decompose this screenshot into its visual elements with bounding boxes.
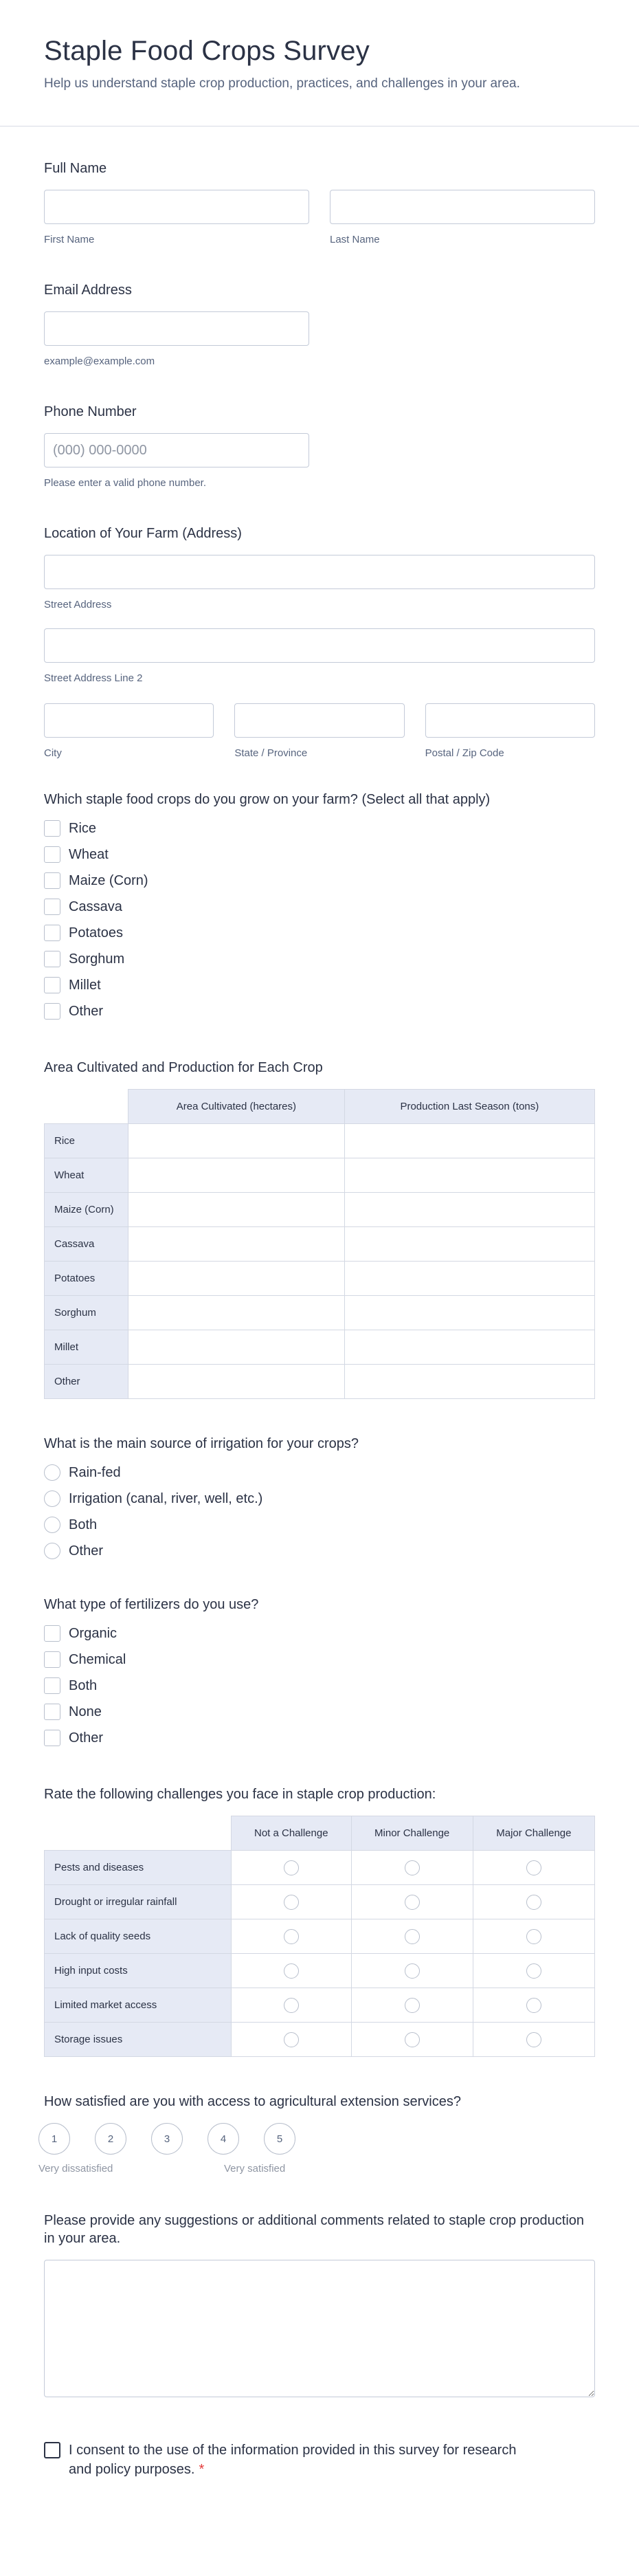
crop-option-label: Rice [69, 820, 97, 836]
checkbox[interactable] [44, 1651, 60, 1668]
production-cell-input[interactable] [344, 1330, 594, 1365]
table-row [45, 1330, 595, 1365]
fertilizers-label: What type of fertilizers do you use? [44, 1597, 259, 1612]
fertilizer-option[interactable] [44, 1699, 595, 1725]
fertilizer-option-label: Both [69, 1677, 98, 1693]
checkbox[interactable] [44, 951, 60, 967]
radio-button[interactable] [44, 1464, 60, 1481]
scale-option-3[interactable]: 3 [151, 2123, 183, 2155]
production-cell-input[interactable] [344, 1193, 594, 1227]
area-cell-input[interactable] [128, 1296, 345, 1330]
radio-button[interactable] [284, 1860, 299, 1875]
challenges-label: Rate the following challenges you face in staple crop production: [44, 1787, 436, 1802]
satisfaction-scale [38, 2123, 595, 2155]
irrigation-option-label: Rain-fed [69, 1464, 121, 1480]
radio-button[interactable] [405, 1929, 420, 1944]
scale-option-4[interactable]: 4 [208, 2123, 239, 2155]
radio-button[interactable] [284, 1963, 299, 1979]
irrigation-option[interactable] [44, 1512, 595, 1538]
scale-high-label: Very satisfied [224, 2163, 286, 2175]
phone-field [44, 403, 595, 489]
crop-option-label: Sorghum [69, 951, 125, 967]
area-production-label: Area Cultivated and Production for Each Crop [44, 1060, 323, 1075]
crop-option[interactable] [44, 946, 595, 972]
zip-sublabel: Postal / Zip Code [425, 747, 504, 759]
production-cell-input[interactable] [344, 1296, 594, 1330]
irrigation-option[interactable] [44, 1486, 595, 1512]
full-name-label: Full Name [44, 161, 107, 176]
consent-checkbox-row[interactable] [44, 2441, 595, 2479]
street-address-sublabel: Street Address [44, 599, 112, 610]
scale-low-label: Very dissatisfied [38, 2163, 113, 2175]
irrigation-option-label: Other [69, 1543, 104, 1559]
fertilizer-option-label: Organic [69, 1625, 117, 1641]
column-header: Not a Challenge [232, 1816, 352, 1851]
crop-option[interactable] [44, 920, 595, 946]
city-sublabel: City [44, 747, 62, 759]
fertilizer-option-label: Other [69, 1730, 104, 1746]
scale-option-1[interactable]: 1 [38, 2123, 70, 2155]
crop-option[interactable] [44, 815, 595, 841]
table-row [45, 1885, 595, 1919]
state-input[interactable] [234, 703, 404, 738]
row-header: Potatoes [45, 1262, 128, 1296]
radio-button[interactable] [526, 1963, 541, 1979]
page-title: Staple Food Crops Survey [44, 36, 370, 66]
irrigation-option[interactable] [44, 1460, 595, 1486]
scale-option-2[interactable]: 2 [95, 2123, 126, 2155]
radio-button[interactable] [405, 1895, 420, 1910]
scale-option-5[interactable]: 5 [264, 2123, 295, 2155]
checkbox[interactable] [44, 1730, 60, 1746]
production-cell-input[interactable] [344, 1158, 594, 1193]
checkbox[interactable] [44, 899, 60, 915]
radio-button[interactable] [405, 1998, 420, 2013]
radio-button[interactable] [526, 2032, 541, 2047]
scale-labels [38, 2163, 595, 2175]
row-header: Other [45, 1365, 128, 1399]
email-sublabel: example@example.com [44, 355, 155, 367]
table-row [45, 1919, 595, 1954]
email-field [44, 281, 595, 367]
page-subtitle: Help us understand staple crop production, practices, and challenges in your area. [44, 76, 520, 91]
table-row [45, 1851, 595, 1885]
checkbox[interactable] [44, 925, 60, 941]
table-corner [45, 1090, 128, 1124]
table-row [45, 1365, 595, 1399]
checkbox[interactable] [44, 846, 60, 863]
phone-input[interactable] [44, 433, 309, 467]
email-label: Email Address [44, 283, 132, 298]
production-cell-input[interactable] [344, 1262, 594, 1296]
checkbox[interactable] [44, 977, 60, 993]
radio-button[interactable] [526, 1895, 541, 1910]
full-name-field [44, 159, 595, 245]
table-row [45, 1158, 595, 1193]
crop-option[interactable] [44, 868, 595, 894]
row-header: Pests and diseases [45, 1851, 232, 1885]
production-cell-input[interactable] [344, 1227, 594, 1262]
radio-button[interactable] [405, 1860, 420, 1875]
table-row [45, 1227, 595, 1262]
phone-label: Phone Number [44, 404, 137, 419]
row-header: Wheat [45, 1158, 128, 1193]
table-row [45, 1262, 595, 1296]
fertilizers-field [44, 1596, 595, 1751]
crop-option-label: Maize (Corn) [69, 872, 148, 888]
checkbox[interactable] [44, 1003, 60, 1020]
fertilizer-option[interactable] [44, 1673, 595, 1699]
checkbox[interactable] [44, 1677, 60, 1694]
table-row [45, 1296, 595, 1330]
column-header: Major Challenge [473, 1816, 594, 1851]
consent-text-wrap [69, 2441, 536, 2479]
last-name-sublabel: Last Name [330, 234, 380, 245]
comments-textarea[interactable] [44, 2260, 595, 2397]
crop-option-label: Millet [69, 977, 101, 993]
satisfaction-field [38, 2093, 595, 2175]
area-cell-input[interactable] [128, 1227, 345, 1262]
area-cell-input[interactable] [128, 1193, 345, 1227]
street-address-2-input[interactable] [44, 628, 595, 663]
crop-option[interactable] [44, 841, 595, 868]
radio-button[interactable] [526, 1860, 541, 1875]
radio-button[interactable] [405, 2032, 420, 2047]
radio-button[interactable] [405, 1963, 420, 1979]
fertilizer-option[interactable] [44, 1647, 595, 1673]
zip-input[interactable] [425, 703, 595, 738]
checkbox[interactable] [44, 1704, 60, 1720]
irrigation-option-label: Irrigation (canal, river, well, etc.) [69, 1490, 263, 1506]
challenges-table [44, 1816, 595, 2057]
fertilizer-option-label: Chemical [69, 1651, 126, 1667]
radio-button[interactable] [284, 1929, 299, 1944]
table-row [45, 1988, 595, 2023]
production-cell-input[interactable] [344, 1124, 594, 1158]
crop-option-label: Cassava [69, 899, 122, 914]
form-header [0, 0, 639, 126]
radio-button[interactable] [44, 1517, 60, 1533]
area-cell-input[interactable] [128, 1158, 345, 1193]
radio-button[interactable] [284, 1895, 299, 1910]
fertilizer-option[interactable] [44, 1620, 595, 1647]
row-header: Drought or irregular rainfall [45, 1885, 232, 1919]
row-header: Sorghum [45, 1296, 128, 1330]
irrigation-option-label: Both [69, 1517, 98, 1532]
row-header: Limited market access [45, 1988, 232, 2023]
consent-checkbox[interactable] [44, 2442, 60, 2458]
survey-form [0, 159, 639, 2479]
fertilizer-option[interactable] [44, 1725, 595, 1751]
table-row [45, 2023, 595, 2057]
comments-field [44, 2212, 595, 2401]
city-input[interactable] [44, 703, 214, 738]
address-field [44, 525, 595, 759]
crop-option-label: Wheat [69, 846, 109, 862]
street-address-input[interactable] [44, 555, 595, 589]
row-header: Millet [45, 1330, 128, 1365]
irrigation-option[interactable] [44, 1538, 595, 1564]
checkbox[interactable] [44, 1625, 60, 1642]
area-cell-input[interactable] [128, 1262, 345, 1296]
row-header: Maize (Corn) [45, 1193, 128, 1227]
row-header: Storage issues [45, 2023, 232, 2057]
state-sublabel: State / Province [234, 747, 308, 759]
crop-option[interactable] [44, 998, 595, 1024]
area-cell-input[interactable] [128, 1365, 345, 1399]
checkbox[interactable] [44, 872, 60, 889]
radio-button[interactable] [284, 1998, 299, 2013]
radio-button[interactable] [44, 1543, 60, 1559]
address-label: Location of Your Farm (Address) [44, 526, 242, 541]
radio-button[interactable] [526, 1998, 541, 2013]
crop-option-label: Potatoes [69, 925, 123, 940]
table-row [45, 1954, 595, 1988]
crop-option-label: Other [69, 1003, 104, 1019]
row-header: Rice [45, 1124, 128, 1158]
first-name-sublabel: First Name [44, 234, 95, 245]
comments-label: Please provide any suggestions or additional comments related to staple crop production in your area. [44, 2213, 585, 2246]
area-cell-input[interactable] [128, 1124, 345, 1158]
row-header: High input costs [45, 1954, 232, 1988]
table-row [45, 1193, 595, 1227]
checkbox[interactable] [44, 820, 60, 837]
row-header: Cassava [45, 1227, 128, 1262]
crops-options [44, 815, 595, 1024]
column-header: Production Last Season (tons) [344, 1090, 594, 1124]
column-header: Minor Challenge [351, 1816, 473, 1851]
street-address-2-sublabel: Street Address Line 2 [44, 672, 143, 684]
satisfaction-label: How satisfied are you with access to agricultural extension services? [44, 2094, 461, 2109]
consent-label: I consent to the use of the information provided in this survey for research and policy purposes. [69, 2443, 517, 2477]
column-header: Area Cultivated (hectares) [128, 1090, 345, 1124]
table-corner [45, 1816, 232, 1851]
crop-option[interactable] [44, 972, 595, 998]
required-indicator: * [199, 2462, 205, 2477]
crops-label: Which staple food crops do you grow on your farm? (Select all that apply) [44, 792, 491, 807]
phone-sublabel: Please enter a valid phone number. [44, 477, 206, 489]
area-cell-input[interactable] [128, 1330, 345, 1365]
irrigation-field [44, 1435, 595, 1564]
area-production-table [44, 1089, 595, 1399]
radio-button[interactable] [526, 1929, 541, 1944]
radio-button[interactable] [284, 2032, 299, 2047]
fertilizer-option-label: None [69, 1704, 102, 1719]
crops-field [44, 791, 595, 1024]
row-header: Lack of quality seeds [45, 1919, 232, 1954]
production-cell-input[interactable] [344, 1365, 594, 1399]
irrigation-label: What is the main source of irrigation for your crops? [44, 1436, 359, 1451]
crop-option[interactable] [44, 894, 595, 920]
first-name-input[interactable] [44, 190, 309, 224]
table-row [45, 1124, 595, 1158]
email-input[interactable] [44, 311, 309, 346]
last-name-input[interactable] [330, 190, 595, 224]
challenges-field [44, 1785, 595, 2057]
radio-button[interactable] [44, 1490, 60, 1507]
area-production-field [44, 1059, 595, 1399]
